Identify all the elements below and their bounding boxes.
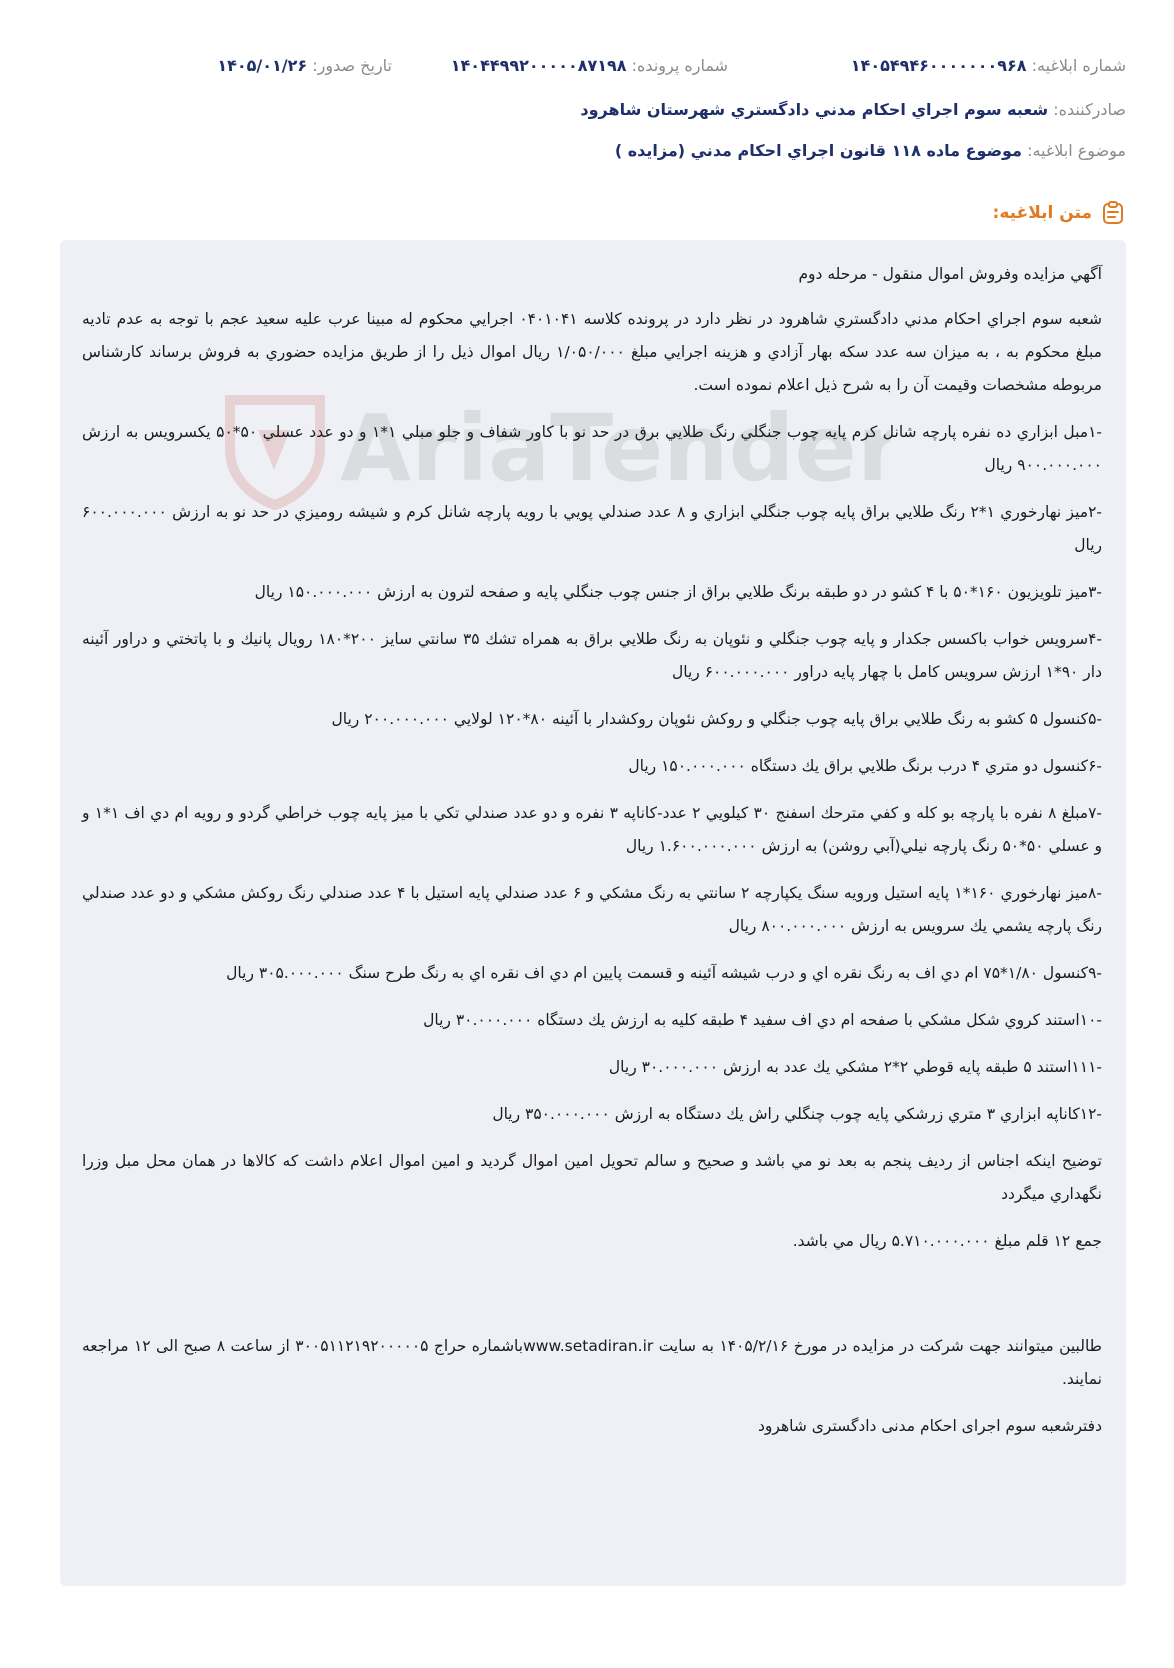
- document-icon: [1100, 200, 1126, 226]
- notice-item: -۲ميز نهارخوري ۱*۲ رنگ طلايي براق پايه چوب جنگلي ابزاري و ۸ عدد صندلي پويي با رويه پارچه شانل كرم و شيشه روميزي در حد نو به ارزش ۶۰۰.۰۰۰.۰۰۰ ريال: [82, 503, 1102, 554]
- watermark-text: AriaTender: [340, 395, 890, 502]
- notice-title: آگهي مزايده وفروش اموال منقول - مرحله دوم: [798, 265, 1102, 283]
- notice-item: -۱۱۱استند ۵ طبقه پايه قوطي ۲*۲ مشكي يك عدد به ارزش ۳۰.۰۰۰.۰۰۰ ريال: [608, 1058, 1102, 1076]
- meta-row-numbers: [48, 56, 1126, 80]
- subject-label: موضوع ابلاغیه:: [1027, 141, 1126, 160]
- notice-intro: شعبه سوم اجراي احكام مدني دادگستري شاهرود در نظر دارد در پرونده كلاسه ۰۴۰۱۰۴۱ اجرايي محكوم له مبينا عرب عليه سعيد عجم با توجه به عدم تاديه مبلغ محكوم به ، به ميزان سه عدد سكه بهار آزادي و هزينه اجرايي مبلغ ۱/۰۵۰/۰۰۰ ريال اموال ذيل را از طريق مزايده حضوري به فروش برساند كارشناس مربوطه مشخصات وقيمت آن را به شرح ذيل اعلام نموده است.: [82, 310, 1102, 394]
- case-number: [451, 56, 728, 75]
- subject-row: [48, 141, 1126, 160]
- issue-date-value: ۱۴۰۵/۰۱/۲۶: [217, 56, 308, 75]
- notice-item: -۹كنسول ۱/۸۰*۷۵ ام دي اف به رنگ نقره اي و درب شيشه آئينه و قسمت پايين ام دي اف نقره اي به رنگ طرح سنگ ۳۰۵.۰۰۰.۰۰۰ ريال: [226, 964, 1102, 982]
- notice-applicants: طالبين ميتوانند جهت شركت در مزايده در مورخ ۱۴۰۵/۲/۱۶ به سايت www.setadiran.irباشماره حراج ۳۰۰۵۱۱۲۱۹۲۰۰۰۰۰۵ از ساعت ۸ صبح الى ۱۲ مراجعه نمايند.: [82, 1337, 1103, 1388]
- notice-text-title: متن ابلاغیه:: [992, 203, 1092, 223]
- issuer-value: شعبه سوم اجراي احكام مدني دادگستري شهرستان شاهرود: [580, 100, 1049, 119]
- issuer-label: صادرکننده:: [1053, 100, 1126, 119]
- notice-number: [851, 56, 1126, 75]
- notice-item: -۵كنسول ۵ كشو به رنگ طلايي براق پايه چوب جنگلي و روكش نئوپان روكشدار با آئينه ۸۰*۱۲۰ لولايي ۲۰۰.۰۰۰.۰۰۰ ريال: [331, 710, 1102, 728]
- case-number-value: ۱۴۰۴۴۹۹۲۰۰۰۰۰۸۷۱۹۸: [450, 56, 627, 75]
- notice-item: -۱۰استند كروي شكل مشكي با صفحه ام دي اف سفيد ۴ طبقه كليه به ارزش يك دستگاه ۳۰.۰۰۰.۰۰۰ ريال: [423, 1011, 1102, 1029]
- notice-total: جمع ۱۲ قلم مبلغ ۵.۷۱۰.۰۰۰.۰۰۰ ريال مي باشد.: [792, 1232, 1102, 1250]
- issuer-row: [48, 100, 1126, 119]
- issue-date: [217, 56, 392, 75]
- notice-item: -۱مبل ابزاري ده نفره پارچه شانل كرم پايه چوب جنگلي رنگ طلايي برق در حد نو با كاور شفاف و جلو مبلي ۱*۱ و دو عدد عسلي ۵۰*۵۰ يكسرويس به ارزش ۹۰۰.۰۰۰.۰۰۰ ريال: [82, 423, 1103, 474]
- notice-body: [60, 240, 1126, 1586]
- case-number-label: شماره پرونده:: [631, 56, 728, 75]
- notice-item: -۷مبلغ ۸ نفره با پارچه بو كله و كفي مترحك اسفنج ۳۰ كيلويي ۲ عدد-كاناپه ۳ نفره و دو عدد صندلي تكي با ميز پايه چوب خراطي گردو و رويه ام دي اف ۱*۱ و و عسلي ۵۰*۵۰ رنگ پارچه نيلي(آبي روشن) به ارزش ۱.۶۰۰.۰۰۰.۰۰۰ ريال: [82, 804, 1103, 855]
- notice-item: -۴سرويس خواب باكسس جكدار و پايه چوب جنگلي و نئوپان به رنگ طلايي براق به همراه تشك ۳۵ سانتي سايز ۲۰۰*۱۸۰ رويال پانيك و با پاتختي و دراور آئينه دار ۹۰*۱ ارزش سرويس كامل با چهار پايه دراور ۶۰۰.۰۰۰.۰۰۰ ريال: [82, 630, 1102, 681]
- notice-signature: دفترشعبه سوم اجرای احکام مدنی دادگستری شاهرود: [758, 1417, 1102, 1435]
- notice-explanation: توضيح اينكه اجناس از رديف پنجم به بعد نو مي باشد و صحيح و سالم تحويل امين اموال گرديد و امين اموال اعلام داشت كه كالاها در همان محل مبل وزرا نگهداري ميگردد: [82, 1152, 1102, 1203]
- notice-item: -۳ميز تلويزيون ۱۶۰*۵۰ با ۴ كشو در دو طبقه برنگ طلايي براق از جنس چوب جنگلي پايه و صفحه لترون به ارزش ۱۵۰.۰۰۰.۰۰۰ ريال: [254, 583, 1102, 601]
- notice-number-label: شماره ابلاغیه:: [1031, 56, 1126, 75]
- spacer: [82, 1272, 1102, 1330]
- subject-value: موضوع ماده ۱۱۸ قانون اجراي احكام مدني (مزايده ): [614, 141, 1022, 160]
- notice-number-value: ۱۴۰۵۴۹۴۶۰۰۰۰۰۰۰۹۶۸: [850, 56, 1027, 75]
- issue-date-label: تاریخ صدور:: [312, 56, 392, 75]
- notice-item: -۶كنسول دو متري ۴ درب برنگ طلايي براق يك دستگاه ۱۵۰.۰۰۰.۰۰۰ ريال: [628, 757, 1102, 775]
- notice-text-heading: [993, 200, 1126, 226]
- notice-item: -۱۲كاناپه ابزاري ۳ متري زرشكي پايه چوب چنگلي راش يك دستگاه به ارزش ۳۵۰.۰۰۰.۰۰۰ ريال: [492, 1105, 1102, 1123]
- notice-item: -۸ميز نهارخوري ۱۶۰*۱ پايه استيل ورويه سنگ يكپارچه ۲ سانتي به رنگ مشكي و ۶ عدد صندلي پايه استيل با ۴ عدد صندلي رنگ روكش مشكي و دو عدد صندلي رنگ پارچه يشمي يك سرويس به ارزش ۸۰۰.۰۰۰.۰۰۰ ريال: [82, 884, 1102, 935]
